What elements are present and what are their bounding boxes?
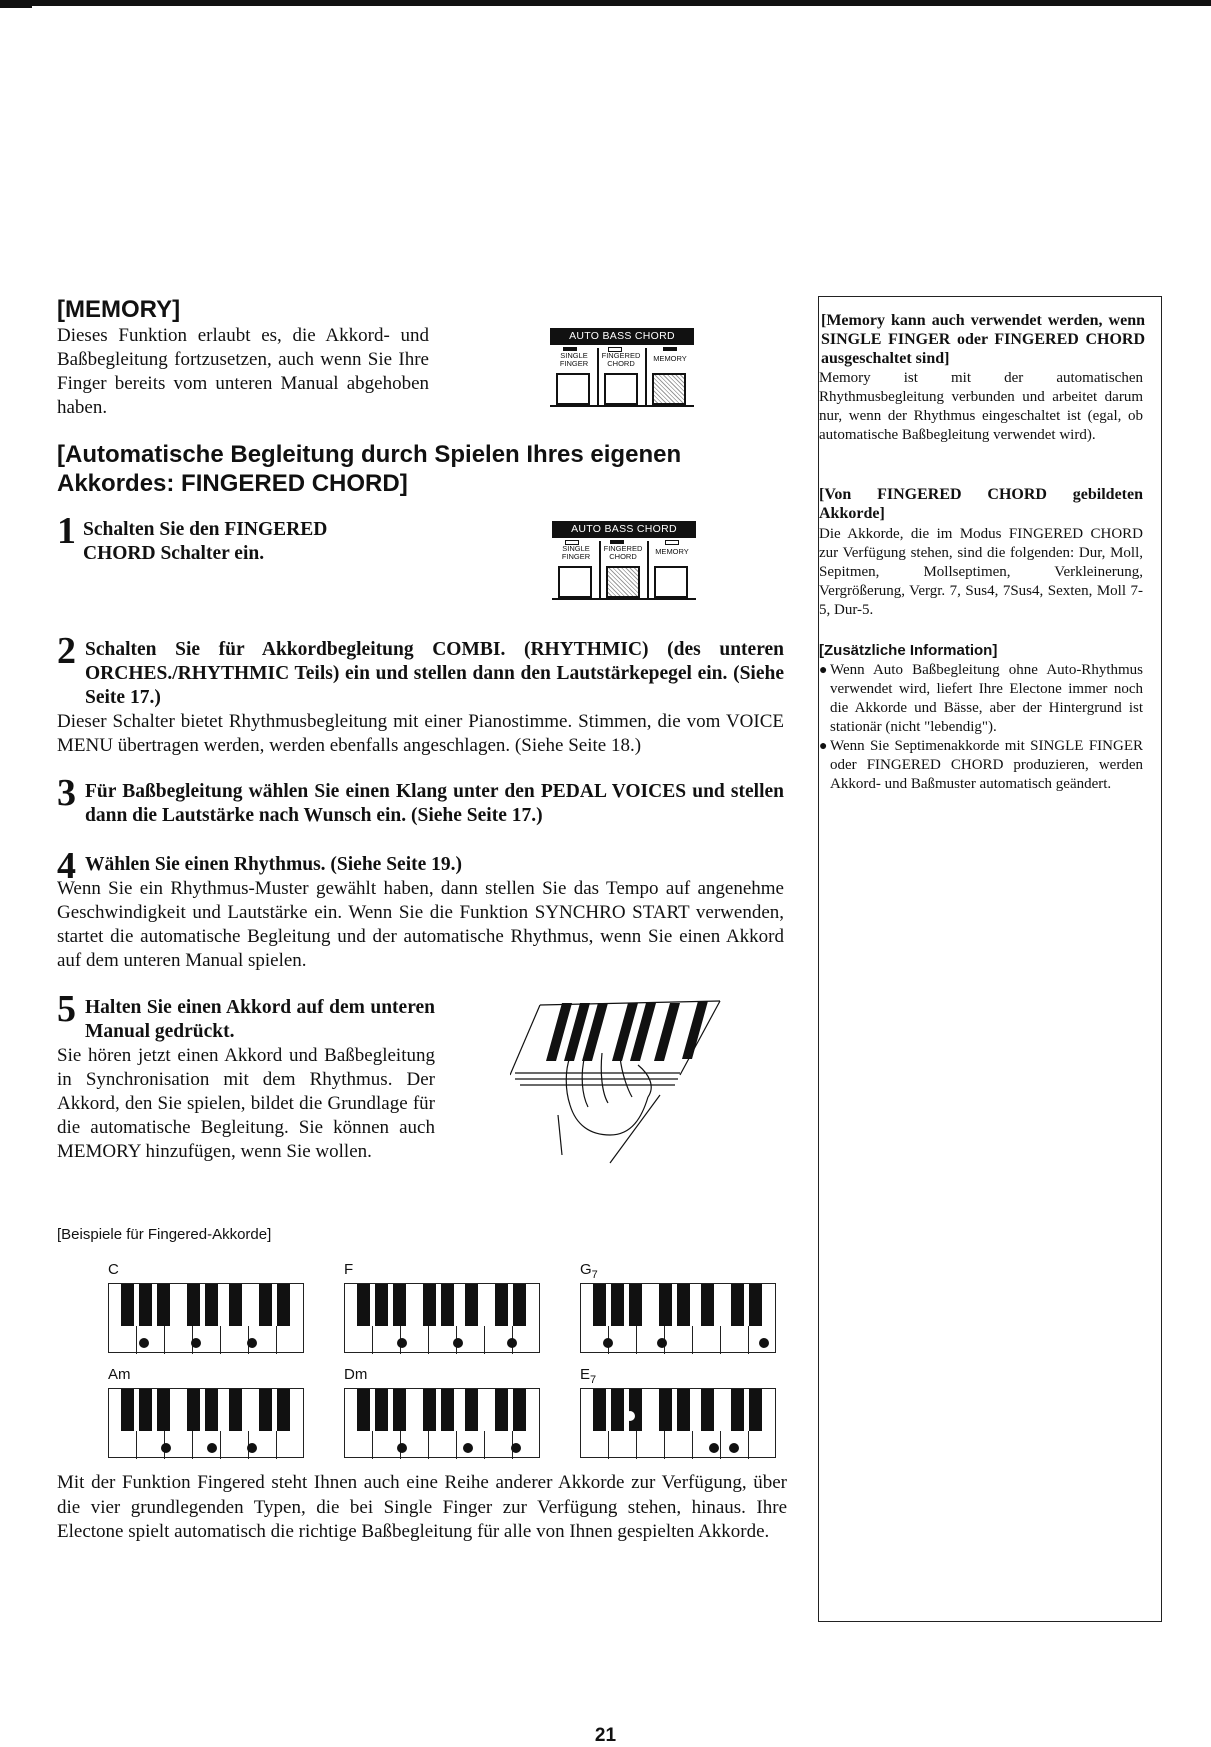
pressed-key-dot bbox=[247, 1338, 257, 1348]
pressed-key-dot bbox=[397, 1338, 407, 1348]
black-key bbox=[465, 1389, 478, 1431]
auto-bass-chord-panel-memory bbox=[550, 328, 694, 408]
sidebar-head-memory: [Memory kann auch verwendet werden, wenn SINGLE FINGER oder FINGERED CHORD ausgeschaltet sind] bbox=[821, 312, 1145, 367]
chord-diagram-f bbox=[344, 1261, 544, 1358]
fingered-chord-switch bbox=[604, 373, 638, 405]
auto-bass-chord-panel-fingered: AUTO BASS CHORD SINGLE FINGER FINGERED CHORD MEMORY bbox=[552, 521, 696, 601]
pressed-black-key-dot bbox=[625, 1411, 635, 1421]
chord-name: $E_7$ bbox=[580, 1366, 597, 1386]
step-1: 1 Schalten Sie den FINGERED CHORD Schalter ein. bbox=[57, 510, 328, 564]
step-4: 4 Wählen Sie einen Rhythmus. (Siehe Seite 19.) Wenn Sie ein Rhythmus-Muster gewählt haben, dann stellen Sie das Tempo auf angenehme Geschwindigkeit und Lautstärke ein. Wenn Sie die Funktion SYNCHRO START verwenden, startet die automatische Begleitung und der automatische Rhythmus, wenn Sie einen Akkord auf dem unteren Manual spielen. bbox=[57, 845, 784, 971]
black-key bbox=[375, 1284, 388, 1326]
black-key bbox=[229, 1284, 242, 1326]
page-number: 21 bbox=[594, 1725, 617, 1746]
black-key bbox=[513, 1284, 526, 1326]
sidebar-bullet-2: Wenn Sie Septimenakkorde mit SINGLE FINGER oder FINGERED CHORD produzieren, werden Akkord- und Baßmuster automatisch geändert. bbox=[830, 738, 1143, 792]
black-key bbox=[441, 1284, 454, 1326]
black-key bbox=[441, 1389, 454, 1431]
pressed-key-dot bbox=[161, 1443, 171, 1453]
black-key bbox=[205, 1389, 218, 1431]
panel-header: AUTO BASS CHORD bbox=[550, 328, 694, 345]
black-key bbox=[677, 1389, 690, 1431]
chord-name: Am bbox=[108, 1366, 131, 1383]
black-key bbox=[393, 1389, 406, 1431]
keyboard bbox=[108, 1388, 304, 1458]
black-key bbox=[593, 1389, 606, 1431]
sidebar-bullets: ● Wenn Auto Baßbegleitung ohne Auto-Rhythmus verwendet wird, liefert Ihre Electone immer noch die Akkorde und Bässe, aber der Hintergrund ist stationär (nicht "lebendig"). ● Wenn Sie Septimenakkorde mit SINGLE FINGER oder FINGERED CHORD produzieren, werden Akkord- und Baßmuster automatisch geändert. bbox=[819, 662, 1143, 792]
corner-mark bbox=[0, 0, 32, 8]
black-key bbox=[375, 1389, 388, 1431]
memory-switch bbox=[652, 373, 686, 405]
black-key bbox=[187, 1389, 200, 1431]
pressed-key-dot bbox=[657, 1338, 667, 1348]
black-key bbox=[139, 1389, 152, 1431]
fingered-chord-switch-on bbox=[606, 566, 640, 598]
pressed-key-dot bbox=[759, 1338, 769, 1348]
black-key bbox=[423, 1389, 436, 1431]
chord-name: F bbox=[344, 1261, 354, 1278]
black-key bbox=[677, 1284, 690, 1326]
black-key bbox=[277, 1389, 290, 1431]
pressed-key-dot bbox=[207, 1443, 217, 1453]
black-key bbox=[731, 1284, 744, 1326]
black-key bbox=[423, 1284, 436, 1326]
label-single-finger: SINGLE FINGER bbox=[559, 351, 589, 368]
memory-heading: [MEMORY] bbox=[57, 296, 181, 323]
black-key bbox=[121, 1389, 134, 1431]
keyboard bbox=[344, 1388, 540, 1458]
black-key bbox=[157, 1284, 170, 1326]
black-key bbox=[659, 1389, 672, 1431]
black-key bbox=[611, 1284, 624, 1326]
pressed-key-dot bbox=[397, 1443, 407, 1453]
pressed-key-dot bbox=[603, 1338, 613, 1348]
lamp-memory bbox=[663, 347, 677, 351]
black-key bbox=[701, 1284, 714, 1326]
black-key bbox=[139, 1284, 152, 1326]
step-5: 5 Halten Sie einen Akkord auf dem unteren Manual gedrückt. Sie hören jetzt einen Akkord und Baßbegleitung in Synchronisation mit dem Rhythmus. Der Akkord, den Sie spielen, bildet die Grundlage für die automatische Begleitung. Sie können auch MEMORY hinzufügen, wenn Sie wollen. bbox=[57, 988, 435, 1162]
memory-text: Dieses Funktion erlaubt es, die Akkord- und Baßbegleitung fortzusetzen, auch wenn Sie Ihre Finger bereits vom unteren Manual abgehoben haben. bbox=[57, 325, 429, 418]
keyboard bbox=[108, 1283, 304, 1353]
keyboard bbox=[344, 1283, 540, 1353]
black-key bbox=[593, 1284, 606, 1326]
black-key bbox=[259, 1389, 272, 1431]
sidebar-notes bbox=[818, 296, 1162, 1622]
hand-on-keyboard-illustration bbox=[510, 995, 732, 1165]
pressed-key-dot bbox=[247, 1443, 257, 1453]
closing-text: Mit der Funktion Fingered steht Ihnen auch eine Reihe anderer Akkorde zur Verfügung, über die vier grundlegenden Typen, die bei Single Finger zur Verfügung stehen, hinaus. Ihre Electone spielt automatisch die richtige Baßbegleitung für alle von Ihnen gespielten Akkorde. bbox=[57, 1472, 787, 1542]
chord-diagram-e7 bbox=[580, 1366, 780, 1463]
black-key bbox=[749, 1284, 762, 1326]
chord-diagram-g7 bbox=[580, 1261, 780, 1358]
sidebar-text-memory: Memory ist mit der automatischen Rhythmusbegleitung verbunden und arbeitet darum nur, wenn der Rhythmus eingeschaltet ist (egal, ob automatische Baßbegleitung verwendet wird). bbox=[819, 370, 1143, 443]
chord-diagram-c bbox=[108, 1261, 308, 1358]
chord-diagram-dm bbox=[344, 1366, 544, 1463]
section-heading: [Automatische Begleitung durch Spielen Ihres eigenen Akkordes: FINGERED CHORD] bbox=[57, 441, 682, 497]
black-key bbox=[701, 1389, 714, 1431]
black-key bbox=[357, 1284, 370, 1326]
black-key bbox=[277, 1284, 290, 1326]
black-key bbox=[357, 1389, 370, 1431]
chord-name: Dm bbox=[344, 1366, 368, 1383]
black-key bbox=[629, 1389, 642, 1431]
pressed-key-dot bbox=[511, 1443, 521, 1453]
chord-diagram-am bbox=[108, 1366, 308, 1463]
top-border bbox=[0, 0, 1211, 6]
label-memory: MEMORY bbox=[653, 354, 687, 363]
black-key bbox=[731, 1389, 744, 1431]
pressed-key-dot bbox=[729, 1443, 739, 1453]
pressed-key-dot bbox=[453, 1338, 463, 1348]
chord-name: $G_7$ bbox=[580, 1261, 598, 1281]
pressed-key-dot bbox=[463, 1443, 473, 1453]
black-key bbox=[611, 1389, 624, 1431]
black-key bbox=[205, 1284, 218, 1326]
black-key bbox=[121, 1284, 134, 1326]
black-key bbox=[629, 1284, 642, 1326]
examples-label: [Beispiele für Fingered-Akkorde] bbox=[57, 1226, 272, 1243]
black-key bbox=[157, 1389, 170, 1431]
pressed-key-dot bbox=[709, 1443, 719, 1453]
black-key bbox=[259, 1284, 272, 1326]
single-finger-switch bbox=[556, 373, 590, 405]
keyboard bbox=[580, 1388, 776, 1458]
pressed-key-dot bbox=[139, 1338, 149, 1348]
sidebar-bullet-1: Wenn Auto Baßbegleitung ohne Auto-Rhythmus verwendet wird, liefert Ihre Electone immer noch die Akkorde und Bässe, aber der Hintergrund ist stationär (nicht "lebendig"). bbox=[830, 662, 1143, 735]
black-key bbox=[465, 1284, 478, 1326]
chord-name: C bbox=[108, 1261, 119, 1278]
keyboard bbox=[580, 1283, 776, 1353]
black-key bbox=[187, 1284, 200, 1326]
sidebar-text-chords: Die Akkorde, die im Modus FINGERED CHORD zur Verfügung stehen, sind die folgenden: Dur, Moll, Sepitmen, Mollseptimen, Verkleinerung, Vergrößerung, Vergr. 7, Sus4, 7Sus4, Sexten, Moll 7-5, Dur-5. bbox=[819, 526, 1143, 618]
black-key bbox=[659, 1284, 672, 1326]
label-fingered-chord: FINGERED CHORD bbox=[601, 351, 641, 368]
step-3: 3 Für Baßbegleitung wählen Sie einen Klang unter den PEDAL VOICES und stellen dann die Lautstärke nach Wunsch ein. (Siehe Seite 17.) bbox=[57, 772, 784, 826]
black-key bbox=[393, 1284, 406, 1326]
black-key bbox=[749, 1389, 762, 1431]
sidebar-head-chords: [Von FINGERED CHORD gebildeten Akkorde] bbox=[819, 486, 1143, 522]
black-key bbox=[513, 1389, 526, 1431]
pressed-key-dot bbox=[191, 1338, 201, 1348]
black-key bbox=[229, 1389, 242, 1431]
black-key bbox=[495, 1284, 508, 1326]
pressed-key-dot bbox=[507, 1338, 517, 1348]
sidebar-head-info: [Zusätzliche Information] bbox=[819, 642, 998, 659]
black-key bbox=[495, 1389, 508, 1431]
step-2: 2 Schalten Sie für Akkordbegleitung COMBI. (RHYTHMIC) (des unteren ORCHES./RHYTHMIC Teils) ein und stellen dann den Lautstärkepegel ein. (Siehe Seite 17.) Dieser Schalter bietet Rhythmusbegleitung mit einer Pianostimme. Stimmen, die vom VOICE MENU übertragen werden, werden ebenfalls angeschlagen. (Siehe Seite 18.) bbox=[57, 630, 784, 756]
